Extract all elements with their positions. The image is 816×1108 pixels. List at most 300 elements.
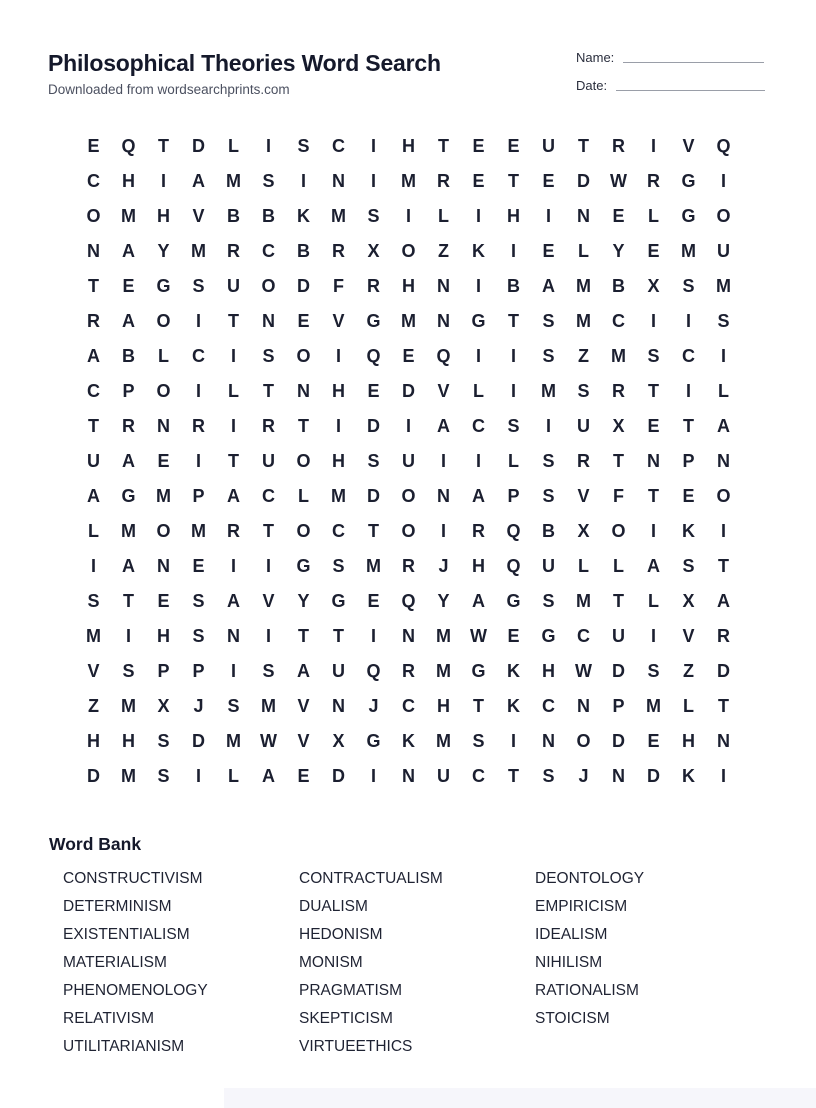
grid-letter: X bbox=[612, 416, 625, 436]
grid-letter: O bbox=[296, 521, 311, 541]
grid-letter: I bbox=[720, 346, 726, 366]
grid-letter: O bbox=[401, 486, 416, 506]
grid-letter: N bbox=[262, 311, 275, 331]
grid-letter: G bbox=[681, 171, 696, 191]
grid-letter: C bbox=[682, 346, 695, 366]
grid-letter: U bbox=[332, 661, 345, 681]
grid-letter: S bbox=[192, 591, 205, 611]
grid-letter: R bbox=[262, 416, 275, 436]
date-line bbox=[616, 89, 765, 91]
grid-letter: X bbox=[367, 241, 380, 261]
grid-letter: H bbox=[682, 731, 695, 751]
grid-letter: I bbox=[440, 451, 446, 471]
grid-letter: O bbox=[156, 311, 171, 331]
grid-letter: N bbox=[402, 766, 415, 786]
grid-letter: S bbox=[367, 206, 380, 226]
word-bank-item: DUALISM bbox=[299, 898, 368, 915]
grid-letter: C bbox=[612, 311, 625, 331]
grid-letter: T bbox=[298, 626, 309, 646]
grid-letter: N bbox=[402, 626, 415, 646]
grid-letter: A bbox=[122, 451, 135, 471]
grid-letter: D bbox=[192, 731, 205, 751]
grid-letter: I bbox=[335, 416, 341, 436]
grid-letter: R bbox=[367, 276, 380, 296]
grid-letter: P bbox=[157, 661, 170, 681]
grid-letter: L bbox=[613, 556, 624, 576]
grid-letter: R bbox=[122, 416, 135, 436]
grid-letter: M bbox=[401, 171, 416, 191]
grid-letter: P bbox=[192, 486, 205, 506]
grid-letter: T bbox=[263, 521, 274, 541]
grid-letter: S bbox=[192, 626, 205, 646]
grid-letter: L bbox=[88, 521, 99, 541]
name-line bbox=[623, 61, 764, 63]
grid-letter: C bbox=[472, 416, 485, 436]
grid-letter: T bbox=[88, 276, 99, 296]
grid-letter: L bbox=[298, 486, 309, 506]
grid-letter: M bbox=[156, 486, 171, 506]
word-bank-item: CONSTRUCTIVISM bbox=[63, 870, 203, 887]
grid-letter: I bbox=[510, 381, 516, 401]
grid-letter: A bbox=[192, 171, 205, 191]
grid-letter: T bbox=[613, 591, 624, 611]
grid-letter: R bbox=[332, 241, 345, 261]
word-bank-item: MONISM bbox=[299, 954, 363, 971]
grid-letter: I bbox=[195, 381, 201, 401]
grid-letter: M bbox=[646, 696, 661, 716]
grid-letter: M bbox=[716, 276, 731, 296]
grid-letter: C bbox=[262, 241, 275, 261]
grid-letter: L bbox=[228, 136, 239, 156]
grid-letter: D bbox=[647, 766, 660, 786]
grid-letter: I bbox=[650, 521, 656, 541]
grid-letter: N bbox=[157, 556, 170, 576]
grid-letter: I bbox=[475, 346, 481, 366]
grid-letter: H bbox=[332, 381, 345, 401]
grid-letter: V bbox=[87, 661, 100, 681]
grid-letter: G bbox=[366, 731, 381, 751]
word-bank-item: DETERMINISM bbox=[63, 898, 172, 915]
grid-letter: T bbox=[298, 416, 309, 436]
grid-letter: I bbox=[650, 311, 656, 331]
grid-letter: L bbox=[228, 381, 239, 401]
grid-letter: S bbox=[542, 486, 555, 506]
word-bank-item: RELATIVISM bbox=[63, 1010, 155, 1027]
grid-letter: I bbox=[90, 556, 96, 576]
grid-letter: D bbox=[717, 661, 730, 681]
grid-letter: I bbox=[545, 416, 551, 436]
grid-letter: X bbox=[157, 696, 170, 716]
grid-letter: J bbox=[578, 766, 589, 786]
grid-letter: K bbox=[682, 521, 695, 541]
grid-letter: E bbox=[472, 136, 485, 156]
grid-letter: A bbox=[122, 241, 135, 261]
grid-letter: M bbox=[366, 556, 381, 576]
grid-letter: K bbox=[507, 696, 520, 716]
grid-letter: C bbox=[542, 696, 555, 716]
grid-letter: D bbox=[87, 766, 100, 786]
grid-letter: R bbox=[612, 136, 625, 156]
grid-letter: E bbox=[297, 311, 310, 331]
grid-letter: M bbox=[436, 626, 451, 646]
grid-letter: S bbox=[507, 416, 520, 436]
word-bank-item: UTILITARIANISM bbox=[63, 1038, 185, 1055]
grid-letter: V bbox=[297, 696, 310, 716]
grid-letter: T bbox=[438, 136, 449, 156]
grid-letter: U bbox=[87, 451, 100, 471]
grid-letter: O bbox=[401, 241, 416, 261]
grid-letter: I bbox=[125, 626, 131, 646]
grid-letter: J bbox=[193, 696, 204, 716]
grid-letter: T bbox=[368, 521, 379, 541]
grid-letter: N bbox=[542, 731, 555, 751]
grid-letter: M bbox=[121, 696, 136, 716]
grid-letter: N bbox=[437, 486, 450, 506]
grid-letter: S bbox=[647, 661, 660, 681]
grid-letter: A bbox=[647, 556, 660, 576]
grid-letter: S bbox=[227, 696, 240, 716]
grid-letter: E bbox=[647, 241, 660, 261]
grid-letter: T bbox=[508, 766, 519, 786]
grid-letter: U bbox=[717, 241, 730, 261]
grid-letter: G bbox=[541, 626, 556, 646]
grid-letter: I bbox=[685, 381, 691, 401]
grid-letter: N bbox=[612, 766, 625, 786]
grid-letter: D bbox=[367, 416, 380, 436]
name-field bbox=[576, 50, 764, 65]
grid-letter: H bbox=[507, 206, 520, 226]
grid-letter: E bbox=[647, 416, 660, 436]
grid-letter: I bbox=[265, 556, 271, 576]
grid-letter: D bbox=[402, 381, 415, 401]
grid-letter: I bbox=[195, 451, 201, 471]
grid-letter: L bbox=[438, 206, 449, 226]
grid-letter: I bbox=[230, 346, 236, 366]
word-bank-item: EMPIRICISM bbox=[535, 898, 628, 915]
grid-letter: L bbox=[683, 696, 694, 716]
grid-letter: N bbox=[717, 451, 730, 471]
grid-letter: S bbox=[157, 766, 170, 786]
grid-letter: O bbox=[296, 346, 311, 366]
grid-letter: S bbox=[262, 171, 275, 191]
grid-letter: N bbox=[717, 731, 730, 751]
grid-letter: L bbox=[648, 206, 659, 226]
grid-letter: X bbox=[647, 276, 660, 296]
grid-letter: E bbox=[297, 766, 310, 786]
grid-letter: M bbox=[226, 731, 241, 751]
grid-letter: I bbox=[685, 311, 691, 331]
grid-letter: M bbox=[191, 521, 206, 541]
grid-letter: A bbox=[542, 276, 555, 296]
grid-letter: M bbox=[611, 346, 626, 366]
grid-letter: R bbox=[87, 311, 100, 331]
grid-letter: T bbox=[88, 416, 99, 436]
grid-letter: B bbox=[262, 206, 275, 226]
word-bank-item: HEDONISM bbox=[299, 926, 383, 943]
grid-letter: S bbox=[192, 276, 205, 296]
grid-letter: F bbox=[613, 486, 624, 506]
grid-letter: E bbox=[157, 591, 170, 611]
grid-letter: M bbox=[541, 381, 556, 401]
grid-letter: S bbox=[577, 381, 590, 401]
grid-letter: I bbox=[265, 626, 271, 646]
grid-letter: O bbox=[296, 451, 311, 471]
word-bank-item: NIHILISM bbox=[535, 954, 603, 971]
word-bank-title: Word Bank bbox=[49, 834, 142, 854]
grid-letter: E bbox=[612, 206, 625, 226]
grid-letter: S bbox=[542, 346, 555, 366]
grid-letter: T bbox=[648, 381, 659, 401]
page-title: Philosophical Theories Word Search bbox=[48, 50, 441, 76]
grid-letter: S bbox=[332, 556, 345, 576]
grid-letter: M bbox=[226, 171, 241, 191]
grid-letter: E bbox=[542, 241, 555, 261]
grid-letter: P bbox=[682, 451, 695, 471]
grid-letter: C bbox=[332, 521, 345, 541]
grid-letter: D bbox=[192, 136, 205, 156]
grid-letter: I bbox=[195, 766, 201, 786]
grid-letter: M bbox=[436, 661, 451, 681]
grid-letter: O bbox=[716, 206, 731, 226]
grid-letter: J bbox=[368, 696, 379, 716]
grid-letter: V bbox=[262, 591, 275, 611]
grid-letter: T bbox=[228, 311, 239, 331]
grid-letter: T bbox=[123, 591, 134, 611]
grid-letter: U bbox=[612, 626, 625, 646]
grid-letter: A bbox=[437, 416, 450, 436]
grid-letter: M bbox=[576, 311, 591, 331]
grid-letter: T bbox=[333, 626, 344, 646]
grid-letter: I bbox=[265, 136, 271, 156]
grid-letter: Q bbox=[436, 346, 451, 366]
grid-letter: T bbox=[718, 556, 729, 576]
grid-letter: L bbox=[578, 241, 589, 261]
grid-letter: T bbox=[263, 381, 274, 401]
word-bank-item: IDEALISM bbox=[535, 926, 608, 943]
grid-letter: A bbox=[717, 416, 730, 436]
grid-letter: M bbox=[86, 626, 101, 646]
grid-letter: R bbox=[402, 661, 415, 681]
grid-letter: S bbox=[542, 311, 555, 331]
word-bank-item: SKEPTICISM bbox=[299, 1010, 393, 1027]
date-label: Date: bbox=[576, 78, 608, 93]
grid-letter: R bbox=[612, 381, 625, 401]
grid-letter: G bbox=[506, 591, 521, 611]
grid-letter: I bbox=[300, 171, 306, 191]
grid-letter: P bbox=[507, 486, 520, 506]
grid-letter: E bbox=[367, 381, 380, 401]
grid-letter: A bbox=[717, 591, 730, 611]
grid-letter: L bbox=[508, 451, 519, 471]
grid-letter: E bbox=[507, 626, 520, 646]
grid-letter: U bbox=[437, 766, 450, 786]
grid-letter: N bbox=[577, 696, 590, 716]
grid-letter: Q bbox=[716, 136, 731, 156]
word-bank-item: VIRTUEETHICS bbox=[299, 1038, 413, 1055]
grid-letter: R bbox=[717, 626, 730, 646]
grid-letter: S bbox=[262, 346, 275, 366]
grid-letter: C bbox=[577, 626, 590, 646]
grid-letter: Q bbox=[506, 521, 521, 541]
grid-letter: D bbox=[367, 486, 380, 506]
grid-letter: R bbox=[192, 416, 205, 436]
grid-letter: A bbox=[262, 766, 275, 786]
grid-letter: I bbox=[650, 136, 656, 156]
grid-letter: S bbox=[682, 556, 695, 576]
grid-letter: S bbox=[262, 661, 275, 681]
grid-letter: C bbox=[402, 696, 415, 716]
grid-letter: O bbox=[156, 381, 171, 401]
grid-letter: M bbox=[681, 241, 696, 261]
grid-letter: I bbox=[545, 206, 551, 226]
grid-letter: R bbox=[647, 171, 660, 191]
grid-letter: M bbox=[121, 521, 136, 541]
grid-letter: O bbox=[401, 521, 416, 541]
grid-letter: G bbox=[331, 591, 346, 611]
grid-letter: R bbox=[402, 556, 415, 576]
grid-letter: I bbox=[160, 171, 166, 191]
grid-letter: D bbox=[577, 171, 590, 191]
grid-letter: V bbox=[682, 626, 695, 646]
grid-letter: H bbox=[402, 276, 415, 296]
grid-letter: D bbox=[332, 766, 345, 786]
grid-letter: N bbox=[297, 381, 310, 401]
grid-letter: I bbox=[720, 171, 726, 191]
grid-letter: M bbox=[121, 206, 136, 226]
grid-letter: M bbox=[261, 696, 276, 716]
grid-letter: I bbox=[720, 521, 726, 541]
grid-letter: M bbox=[121, 766, 136, 786]
grid-letter: M bbox=[191, 241, 206, 261]
grid-letter: G bbox=[156, 276, 171, 296]
grid-letter: L bbox=[648, 591, 659, 611]
grid-letter: A bbox=[87, 486, 100, 506]
grid-letter: Y bbox=[437, 591, 450, 611]
grid-letter: Y bbox=[297, 591, 310, 611]
grid-letter: T bbox=[718, 696, 729, 716]
grid-letter: L bbox=[158, 346, 169, 366]
grid-letter: E bbox=[542, 171, 555, 191]
grid-letter: I bbox=[510, 731, 516, 751]
grid-letter: A bbox=[122, 311, 135, 331]
grid-letter: C bbox=[262, 486, 275, 506]
grid-letter: V bbox=[192, 206, 205, 226]
date-field bbox=[576, 78, 765, 93]
grid-letter: I bbox=[440, 521, 446, 541]
grid-letter: I bbox=[370, 136, 376, 156]
grid-letter: W bbox=[575, 661, 592, 681]
grid-letter: W bbox=[470, 626, 487, 646]
grid-letter: L bbox=[718, 381, 729, 401]
grid-letter: K bbox=[682, 766, 695, 786]
grid-letter: E bbox=[682, 486, 695, 506]
grid-letter: E bbox=[122, 276, 135, 296]
grid-letter: I bbox=[720, 766, 726, 786]
grid-letter: A bbox=[122, 556, 135, 576]
grid-letter: D bbox=[612, 731, 625, 751]
grid-letter: G bbox=[121, 486, 136, 506]
grid-letter: M bbox=[401, 311, 416, 331]
grid-letter: G bbox=[296, 556, 311, 576]
grid-letter: A bbox=[227, 486, 240, 506]
grid-letter: T bbox=[228, 451, 239, 471]
grid-letter: H bbox=[87, 731, 100, 751]
grid-letter: C bbox=[87, 381, 100, 401]
word-bank-item: CONTRACTUALISM bbox=[299, 870, 443, 887]
grid-letter: A bbox=[227, 591, 240, 611]
grid-letter: K bbox=[297, 206, 310, 226]
grid-letter: T bbox=[648, 486, 659, 506]
grid-letter: Z bbox=[438, 241, 449, 261]
grid-letter: E bbox=[402, 346, 415, 366]
grid-letter: T bbox=[158, 136, 169, 156]
word-bank-item: EXISTENTIALISM bbox=[63, 926, 190, 943]
grid-letter: V bbox=[332, 311, 345, 331]
grid-letter: I bbox=[230, 556, 236, 576]
grid-letter: T bbox=[613, 451, 624, 471]
grid-letter: N bbox=[227, 626, 240, 646]
grid-letter: B bbox=[612, 276, 625, 296]
grid-letter: Q bbox=[366, 346, 381, 366]
grid-letter: C bbox=[87, 171, 100, 191]
grid-letter: V bbox=[297, 731, 310, 751]
grid-letter: P bbox=[192, 661, 205, 681]
grid-letter: S bbox=[122, 661, 135, 681]
grid-letter: A bbox=[297, 661, 310, 681]
grid-letter: N bbox=[332, 696, 345, 716]
word-bank-item: MATERIALISM bbox=[63, 954, 167, 971]
grid-letter: N bbox=[332, 171, 345, 191]
grid-letter: A bbox=[472, 591, 485, 611]
grid-letter: U bbox=[542, 136, 555, 156]
grid-letter: B bbox=[542, 521, 555, 541]
grid-letter: N bbox=[577, 206, 590, 226]
grid-letter: I bbox=[370, 766, 376, 786]
grid-letter: Z bbox=[88, 696, 99, 716]
grid-letter: U bbox=[262, 451, 275, 471]
grid-letter: V bbox=[437, 381, 450, 401]
grid-letter: I bbox=[405, 416, 411, 436]
grid-letter: C bbox=[472, 766, 485, 786]
grid-letter: H bbox=[122, 731, 135, 751]
grid-letter: G bbox=[366, 311, 381, 331]
name-label: Name: bbox=[576, 50, 615, 65]
grid-letter: P bbox=[612, 696, 625, 716]
grid-letter: S bbox=[682, 276, 695, 296]
grid-letter: N bbox=[647, 451, 660, 471]
grid-letter: M bbox=[576, 591, 591, 611]
grid-letter: T bbox=[508, 171, 519, 191]
grid-letter: F bbox=[333, 276, 344, 296]
grid-letter: S bbox=[157, 731, 170, 751]
grid-letter: H bbox=[122, 171, 135, 191]
grid-letter: N bbox=[437, 276, 450, 296]
grid-letter: U bbox=[227, 276, 240, 296]
grid-letter: B bbox=[122, 346, 135, 366]
grid-letter: O bbox=[86, 206, 101, 226]
grid-letter: T bbox=[508, 311, 519, 331]
grid-letter: I bbox=[195, 311, 201, 331]
grid-letter: M bbox=[331, 206, 346, 226]
grid-letter: W bbox=[610, 171, 627, 191]
grid-letter: I bbox=[650, 626, 656, 646]
grid-letter: T bbox=[578, 136, 589, 156]
grid-letter: P bbox=[122, 381, 135, 401]
word-bank-list bbox=[63, 868, 771, 1064]
grid-letter: H bbox=[542, 661, 555, 681]
grid-letter: H bbox=[157, 626, 170, 646]
grid-letter: S bbox=[542, 591, 555, 611]
